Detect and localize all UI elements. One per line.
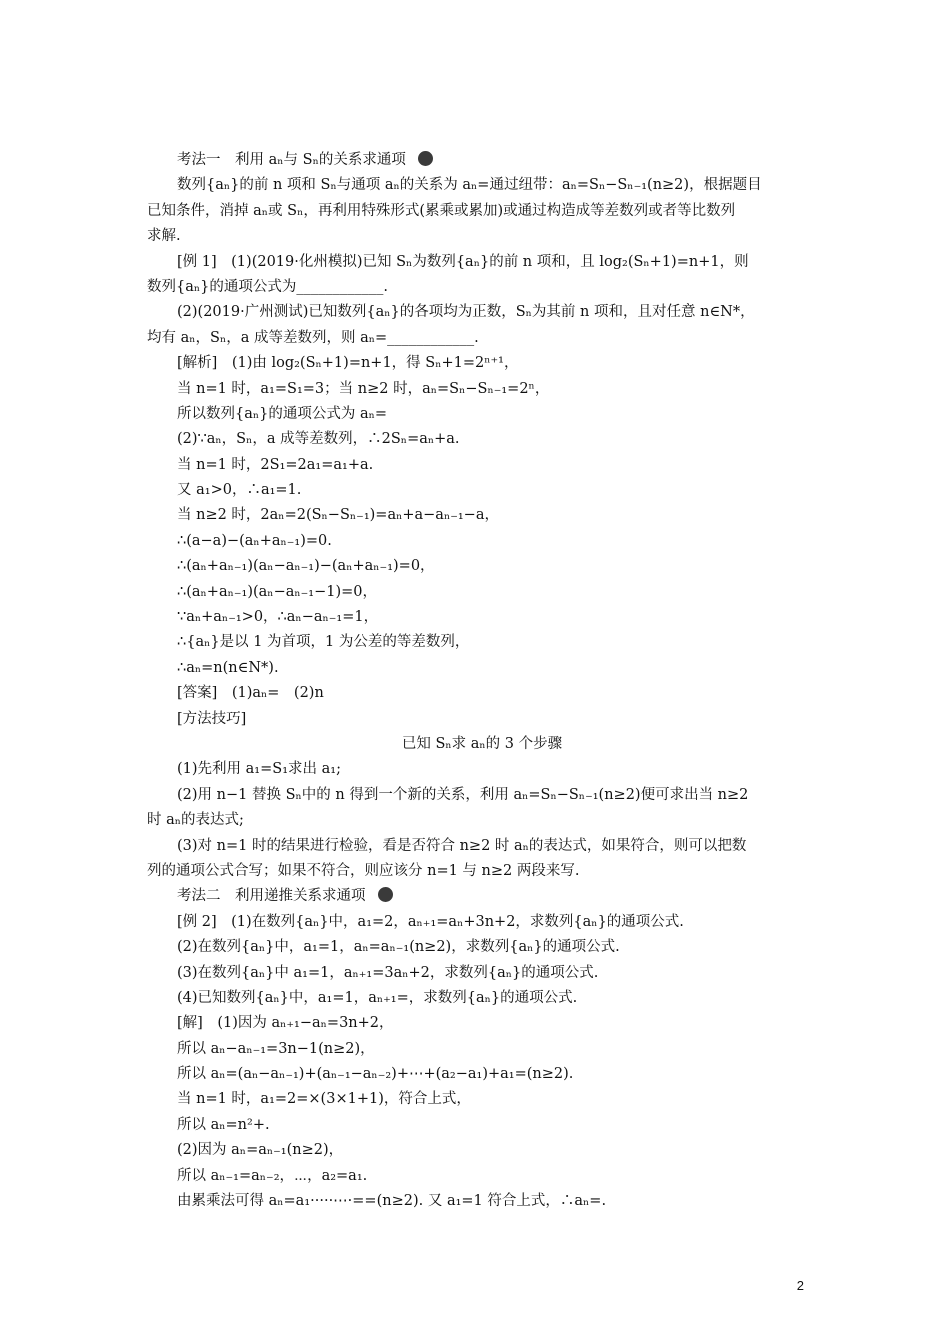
line-text: [答案] (1)aₙ= (2)n [177, 685, 324, 702]
text-line [147, 199, 817, 224]
line-text: 当 n=1 时，2S₁=2a₁=a₁+a. [177, 456, 374, 473]
text-line [147, 503, 817, 528]
line-text: 又 a₁>0，∴a₁=1. [177, 482, 302, 499]
line-text: 均有 aₙ，Sₙ，a 成等差数列，则 aₙ=____________. [147, 329, 479, 346]
line-text: (2)因为 aₙ=aₙ₋₁(n≥2)， [177, 1142, 344, 1159]
line-text: [例 1] (1)(2019·化州模拟)已知 Sₙ为数列{aₙ}的前 n 项和，且 log₂(Sₙ+1)=n+1，则 [177, 253, 749, 270]
line-text: 由累乘法可得 aₙ=a₁·····⋯·==(n≥2). 又 a₁=1 符合上式，∴aₙ=. [177, 1193, 607, 1210]
text-line [147, 681, 817, 706]
line-text: ∴(a−a)−(aₙ+aₙ₋₁)=0. [177, 532, 332, 549]
line-text: 所以 aₙ=n²+. [177, 1116, 270, 1133]
line-text: [例 2] (1)在数列{aₙ}中，a₁=2，aₙ₊₁=aₙ+3n+2，求数列{aₙ}的通项公式. [177, 913, 684, 930]
text-line [147, 529, 817, 554]
text-line [147, 783, 817, 808]
bullet-dot-icon [378, 887, 393, 902]
text-line [147, 224, 817, 249]
line-text: 数列{aₙ}的通项公式为____________. [147, 278, 388, 295]
text-line [147, 935, 817, 960]
line-text: (4)已知数列{aₙ}中，a₁=1，aₙ₊₁=，求数列{aₙ}的通项公式. [177, 989, 578, 1006]
line-text: 所以 aₙ₋₁=aₙ₋₂，⋯，a₂=a₁. [177, 1167, 368, 1184]
line-text: (2)∵aₙ，Sₙ，a 成等差数列，∴2Sₙ=aₙ+a. [177, 431, 460, 448]
line-text: ∴(aₙ+aₙ₋₁)(aₙ−aₙ₋₁−1)=0， [177, 583, 378, 600]
line-text: 列的通项公式合写；如果不符合，则应该分 n=1 与 n≥2 两段来写. [147, 862, 580, 879]
line-text: (1)先利用 a₁=S₁求出 a₁; [177, 761, 341, 778]
text-line [147, 910, 817, 935]
line-text: ∴aₙ=n(n∈N*). [177, 659, 279, 676]
line-text: 时 aₙ的表达式; [147, 812, 244, 829]
line-text: 当 n≥2 时，2aₙ=2(Sₙ−Sₙ₋₁)=aₙ+a−aₙ₋₁−a， [177, 507, 499, 524]
text-line [147, 250, 817, 275]
text-line [147, 478, 817, 503]
text-line [147, 1087, 817, 1112]
line-text: ∵aₙ+aₙ₋₁>0，∴aₙ−aₙ₋₁=1， [177, 609, 379, 626]
text-line [147, 707, 817, 732]
line-text: 当 n=1 时，a₁=S₁=3；当 n≥2 时，aₙ=Sₙ−Sₙ₋₁=2ⁿ， [177, 380, 550, 397]
line-text: 求解. [147, 228, 181, 245]
text-line [147, 834, 817, 859]
text-line [147, 402, 817, 427]
text-line [147, 656, 817, 681]
text-line [147, 326, 817, 351]
text-line [147, 630, 817, 655]
line-text: (3)在数列{aₙ}中 a₁=1，aₙ₊₁=3aₙ+2，求数列{aₙ}的通项公式. [177, 964, 599, 981]
text-line [147, 1011, 817, 1036]
line-text: 已知 Sₙ求 aₙ的 3 个步骤 [401, 735, 563, 752]
bullet-dot-icon [418, 151, 433, 166]
text-line [147, 961, 817, 986]
text-line [147, 173, 817, 198]
line-text: [解] (1)因为 aₙ₊₁−aₙ=3n+2， [177, 1015, 394, 1032]
line-text: 考法一 利用 aₙ与 Sₙ的关系求通项 [177, 152, 406, 168]
text-line [147, 580, 817, 605]
line-text: 数列{aₙ}的前 n 项和 Sₙ与通项 aₙ的关系为 aₙ=通过纽带：aₙ=Sₙ−Sₙ₋₁(n≥2)，根据题目 [177, 177, 762, 194]
line-text: 所以数列{aₙ}的通项公式为 aₙ= [177, 405, 388, 422]
line-text: ∴{aₙ}是以 1 为首项，1 为公差的等差数列， [177, 634, 470, 651]
text-line [147, 605, 817, 630]
text-line [147, 1062, 817, 1087]
text-line [147, 453, 817, 478]
text-body [147, 148, 817, 1214]
section-heading [147, 884, 817, 909]
line-text: [方法技巧] [177, 710, 247, 727]
line-text: 所以 aₙ−aₙ₋₁=3n−1(n≥2)， [177, 1040, 375, 1057]
section-heading [147, 148, 817, 173]
line-text: 当 n=1 时，a₁=2=×(3×1+1)，符合上式， [177, 1091, 471, 1108]
text-line [147, 554, 817, 579]
line-text: 已知条件，消掉 aₙ或 Sₙ，再利用特殊形式(累乘或累加)或通过构造成等差数列或者等比数列 [147, 202, 736, 219]
line-text: (2)在数列{aₙ}中，a₁=1，aₙ=aₙ₋₁(n≥2)，求数列{aₙ}的通项公式. [177, 939, 620, 956]
text-line [147, 1113, 817, 1138]
text-line [147, 986, 817, 1011]
text-line [147, 377, 817, 402]
line-text: [解析] (1)由 log₂(Sₙ+1)=n+1，得 Sₙ+1=2ⁿ⁺¹， [177, 355, 519, 372]
page-number: 2 [796, 1278, 804, 1293]
line-text: ∴(aₙ+aₙ₋₁)(aₙ−aₙ₋₁)−(aₙ+aₙ₋₁)=0， [177, 558, 435, 575]
text-line [147, 808, 817, 833]
line-text: (2)用 n−1 替换 Sₙ中的 n 得到一个新的关系，利用 aₙ=Sₙ−Sₙ₋₁(n≥2)便可求出当 n≥2 [177, 786, 749, 803]
text-line [147, 275, 817, 300]
text-line [147, 757, 817, 782]
text-line [147, 1037, 817, 1062]
line-text: (2)(2019·广州测试)已知数列{aₙ}的各项均为正数，Sₙ为其前 n 项和，且对任意 n∈N*， [177, 304, 755, 321]
text-line [147, 732, 817, 757]
text-line [147, 859, 817, 884]
text-line [147, 300, 817, 325]
text-line [147, 1138, 817, 1163]
line-text: 所以 aₙ=(aₙ−aₙ₋₁)+(aₙ₋₁−aₙ₋₂)+⋯+(a₂−a₁)+a₁=(n≥2). [177, 1066, 574, 1083]
line-text: (3)对 n=1 时的结果进行检验，看是否符合 n≥2 时 aₙ的表达式，如果符合，则可以把数 [177, 837, 747, 854]
text-line [147, 1164, 817, 1189]
text-line [147, 351, 817, 376]
text-line [147, 1189, 817, 1214]
line-text: 考法二 利用递推关系求通项 [177, 888, 366, 905]
text-line [147, 427, 817, 452]
